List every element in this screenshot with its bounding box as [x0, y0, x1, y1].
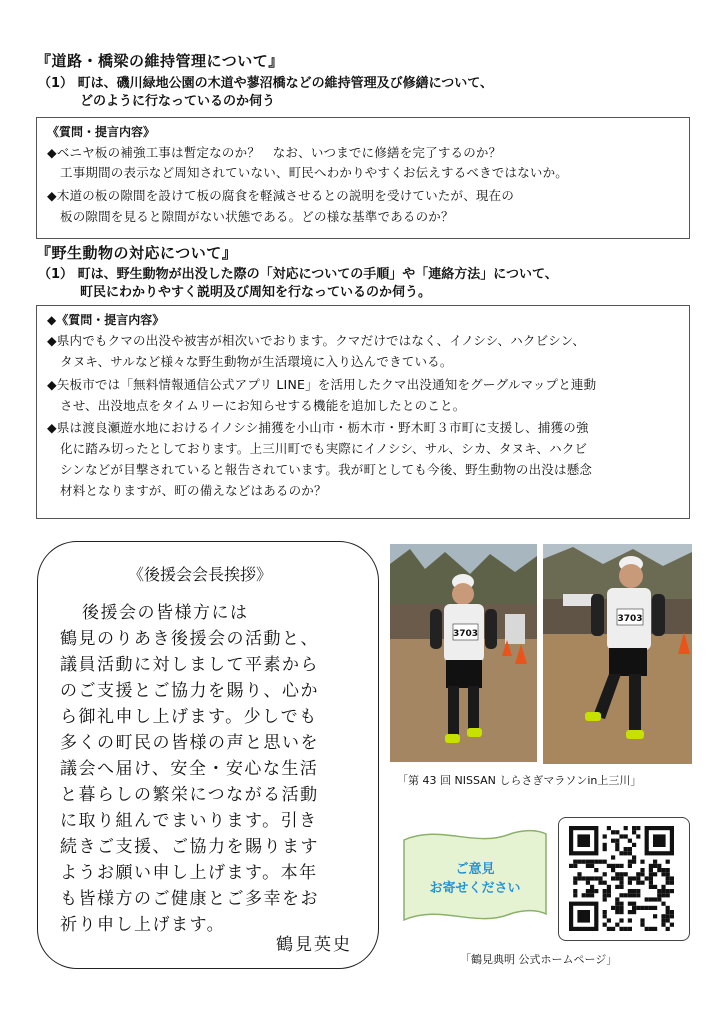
section2-box [36, 305, 690, 519]
greeting-line: 議員活動に対しまして平素から [60, 655, 319, 675]
greeting-line: に取り組んでまいります。引き [60, 811, 318, 831]
greeting-line: も皆様方のご健康とご多幸をお [60, 889, 319, 909]
bib-number-1: 3703 [452, 629, 479, 639]
section1-line: ◆ベニヤ板の補強工事は暫定なのか？ なお、いつまでに修繕を完了するのか？ [47, 145, 502, 160]
greeting-line: ようお願い申し上げます。本年 [60, 863, 318, 883]
qr-caption: 「鶴見典明 公式ホームページ」 [460, 953, 618, 966]
runner-photo-2-image [543, 544, 692, 764]
feedback-line1: ご意見 [455, 862, 495, 877]
greeting-body [60, 600, 360, 938]
section2-line: ◆県は渡良瀬遊水地におけるイノシシ捕獲を小山市・栃木市・野木町３市町に支援し、捕獲の強 [47, 420, 589, 435]
section2-line: させ、出没地点をタイムリーにお知らせする機能を追加したとのこと。 [60, 398, 466, 413]
marathon-photo-1 [390, 544, 537, 762]
section1-line: 工事期間の表示など周知されていない、町民へわかりやすくお伝えするべきではないか。 [60, 165, 569, 180]
greeting-title: 《後援会会長挨拶》 [128, 565, 273, 584]
greeting-line: 議会へ届け、安全・安心な生活 [60, 759, 319, 779]
feedback-line2: お寄せください [429, 881, 521, 896]
section2-heading: 『野生動物の対応について』 [36, 244, 238, 262]
section1-box [36, 117, 690, 239]
greeting-line: 後援会の皆様方には [82, 603, 249, 623]
greeting-line: のご支援とご協力を賜り、心か [60, 681, 319, 701]
section2-box-title: ◆《質問・提言内容》 [47, 313, 165, 327]
section1-line: 板の隙間を見ると隙間がない状態である。どの様な基準であるのか？ [60, 209, 454, 224]
section1-box-title: 《質問・提言内容》 [47, 125, 156, 139]
section2-line: 材料となりますが、町の備えなどはあるのか？ [60, 483, 327, 498]
greeting-line: 多くの町民の皆様の声と思いを [60, 733, 319, 753]
section2-question-line2: 町民にわかりやすく説明及び周知を行なっているのか伺う。 [80, 285, 432, 300]
bib-number-2: 3703 [617, 614, 643, 624]
greeting-line: 祈り申し上げます。 [60, 915, 226, 935]
section2-line: タヌキ、サルなど様々な野生動物が生活環境に入り込んできている。 [60, 354, 453, 369]
qr-code-icon [569, 826, 679, 932]
section1-question-line2: どのように行なっているのか伺う [80, 94, 276, 109]
section2-question-line1: （1） 町は、野生動物が出没した際の「対応についての手順」や「連絡方法」について、 [38, 267, 558, 282]
greeting-line: ら御礼申し上げます。少しでも [60, 707, 318, 727]
greeting-box [37, 541, 379, 969]
feedback-banner[interactable] [400, 822, 550, 932]
section1-line: ◆木道の板の隙間を設けて板の腐食を軽減させるとの説明を受けていたが、現在の [47, 188, 515, 203]
section2-line: 化に踏み切ったとしております。上三川町でも実際にイノシシ、サル、シカ、タヌキ、ハクビ [60, 441, 588, 456]
section1-question-line1: （1） 町は、磯川緑地公園の木道や蓼沼橋などの維持管理及び修繕について、 [38, 76, 494, 91]
photo-caption: 「第 43 回 NISSAN しらさぎマラソンin上三川」 [397, 774, 642, 787]
greeting-signature: 鶴見英史 [276, 935, 352, 955]
section1-heading: 『道路・橋梁の維持管理について』 [36, 52, 284, 70]
greeting-line: 鶴見のりあき後援会の活動と、 [60, 629, 319, 649]
qr-code-box[interactable] [558, 817, 690, 941]
section2-line: ◆矢板市では「無料情報通信公式アプリ LINE」を活用したクマ出没通知をグーグルマップと連動 [47, 377, 597, 392]
runner-photo-1-image [390, 544, 537, 762]
section2-line: ◆県内でもクマの出没や被害が相次いでおります。クマだけではなく、イノシシ、ハクビシン、 [47, 333, 586, 348]
section2-line: シンなどが目撃されていると報告されています。我が町としても今後、野生動物の出没は懸念 [60, 462, 593, 477]
greeting-line: 続きご支援、ご協力を賜ります [60, 837, 319, 857]
marathon-photo-2 [543, 544, 692, 764]
greeting-line: と暮らしの繁栄につながる活動 [60, 785, 319, 805]
